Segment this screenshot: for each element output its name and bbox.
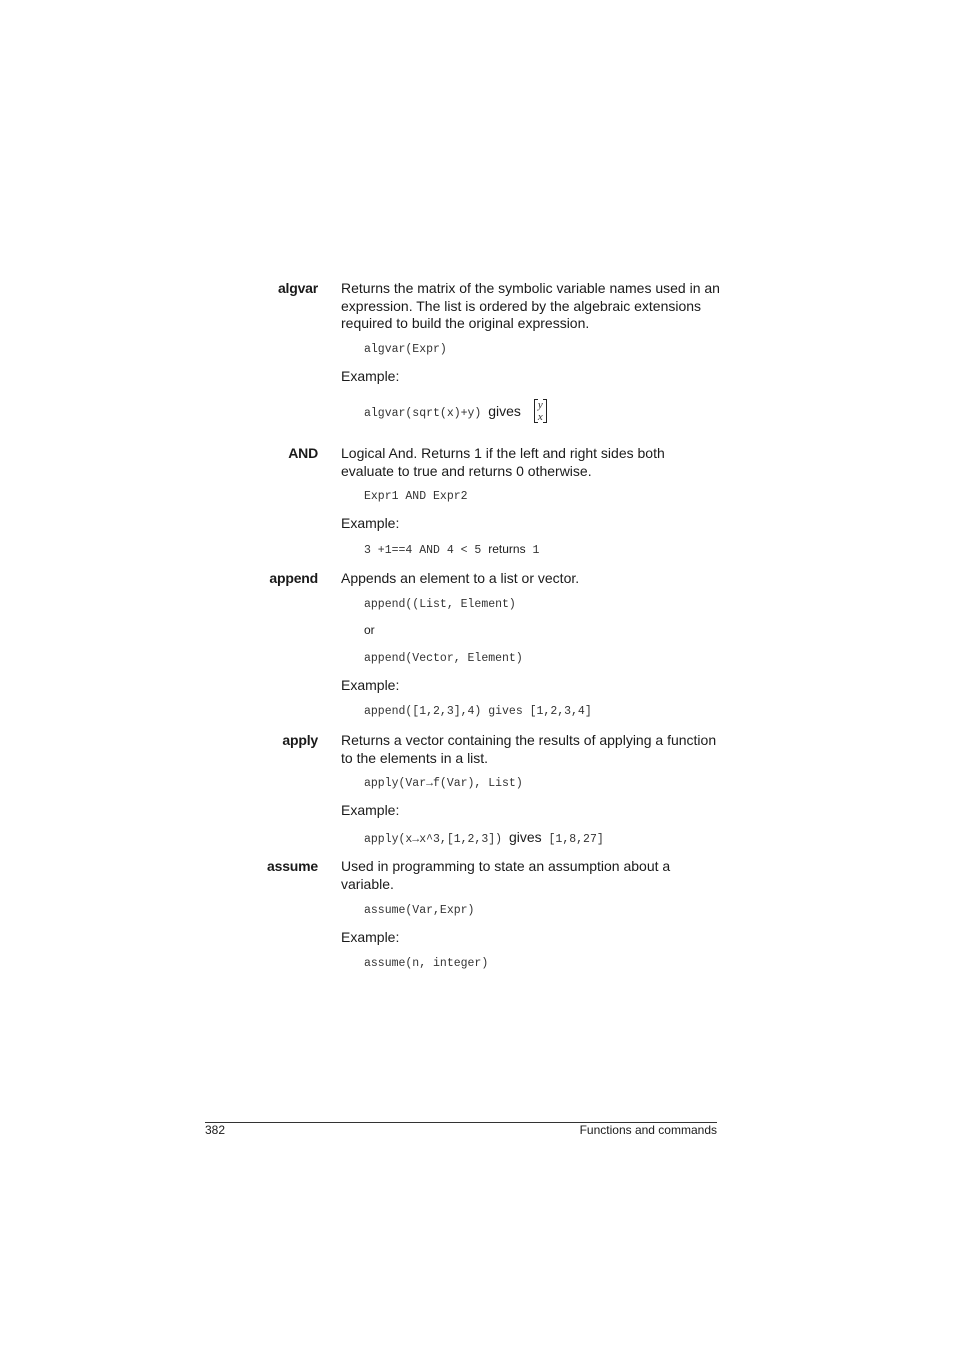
example-append: append([1,2,3],4) gives [1,2,3,4] [364,705,592,718]
example-label-algvar: Example: [341,368,400,384]
example-label-and: Example: [341,515,400,531]
example-result-and: 1 [532,544,540,557]
syntax-append-list: append((List, Element) [364,598,516,611]
description-append: Appends an element to a list or vector. [341,570,580,586]
example-label-assume: Example: [341,929,400,945]
or-label: or [364,623,375,637]
syntax-and: Expr1 AND Expr2 [364,490,468,503]
matrix-cell-y: y [537,399,543,411]
example-code-algvar: algvar(sqrt(x)+y) [364,407,482,421]
term-algvar: algvar [277,280,318,296]
example-algvar [364,401,547,425]
term-and: AND [288,445,318,461]
result-matrix [534,399,547,423]
term-apply: apply [282,732,318,748]
syntax-apply: apply(Var→f(Var), List) [364,777,523,790]
example-label-append: Example: [341,677,400,693]
syntax-assume: assume(Var,Expr) [364,904,475,917]
example-assume: assume(n, integer) [364,957,489,970]
example-code-apply: apply(x→x^3,[1,2,3]) [364,833,503,846]
description-assume: Used in programming to state an assumption about a variable. [341,858,671,892]
description-and: Logical And. Returns 1 if the left and right sides both evaluate to true and returns 0 otherwise. [341,445,665,479]
example-apply [364,829,604,846]
example-and [364,542,539,557]
description-apply: Returns a vector containing the results of applying a function to the elements in a list. [341,732,717,766]
footer-section-title: Functions and commands [579,1123,717,1137]
example-result-apply: [1,8,27] [548,833,604,846]
syntax-append-vector: append(Vector, Element) [364,652,523,665]
matrix-cell-x: x [537,411,543,423]
term-append: append [269,570,318,586]
example-label-apply: Example: [341,802,400,818]
syntax-algvar: algvar(Expr) [364,343,447,356]
example-word-apply: gives [508,829,542,845]
term-assume: assume [267,858,318,874]
example-word-algvar: gives [488,403,521,420]
example-word-and: returns [488,542,526,556]
example-code-and: 3 +1==4 AND 4 < 5 [364,544,482,557]
page-number: 382 [205,1123,226,1137]
description-algvar: Returns the matrix of the symbolic variable names used in an expression. The list is ordered by the algebraic extensions required to build the original expression. [341,280,720,331]
